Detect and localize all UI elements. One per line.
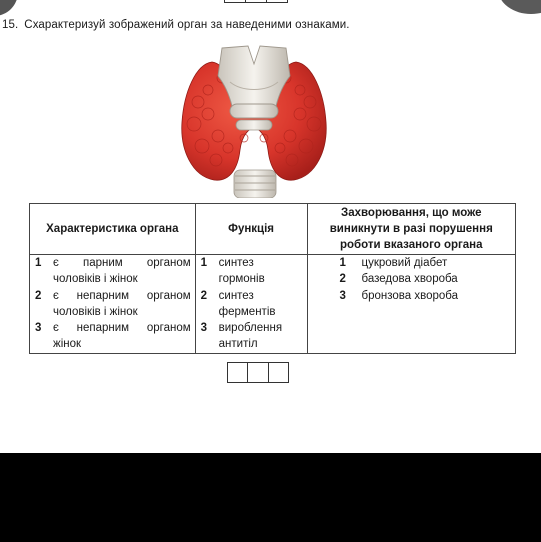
answer-box-1[interactable] (228, 363, 248, 382)
thyroid-gland-illustration (178, 42, 330, 198)
header-characteristic: Характеристика органа (30, 204, 196, 255)
disease-option-2: 2 базедова хвороба (339, 273, 458, 286)
disease-option-1: 1 цукровий діабет (339, 257, 448, 269)
previous-answer-boxes-fragment (224, 0, 288, 3)
diseases-column (307, 255, 515, 354)
header-function: Функція (195, 204, 307, 255)
black-bottom-band (0, 453, 541, 542)
function-option-2: 2 синтез ферментів (200, 289, 276, 318)
characteristics-column (30, 255, 196, 354)
answer-boxes (227, 362, 289, 383)
answer-box-2[interactable] (248, 363, 268, 382)
disease-option-3: 3 бронзова хвороба (339, 289, 458, 302)
question-number: 15. (2, 19, 19, 31)
corner-fragment-right (498, 0, 541, 14)
characteristic-option-1: 1 є парним органом чоловіків і жінок (35, 257, 191, 286)
answer-box-3[interactable] (269, 363, 288, 382)
characteristic-option-3: 3 є непарним органом жінок (35, 322, 191, 351)
characteristics-table (29, 203, 516, 354)
function-option-3: 3 вироблення антитіл (200, 322, 283, 351)
characteristic-option-2: 2 є непарним органом чоловіків і жінок (35, 289, 191, 318)
question-text: Схарактеризуй зображений орган за наведеними ознаками. (24, 19, 350, 31)
corner-fragment-left (0, 0, 18, 16)
functions-column (195, 255, 307, 354)
header-disease: Захворювання, що може виникнути в разі порушення роботи вказаного органа (307, 204, 515, 255)
function-option-1: 1 синтез гормонів (200, 257, 265, 286)
question-heading (2, 19, 350, 31)
